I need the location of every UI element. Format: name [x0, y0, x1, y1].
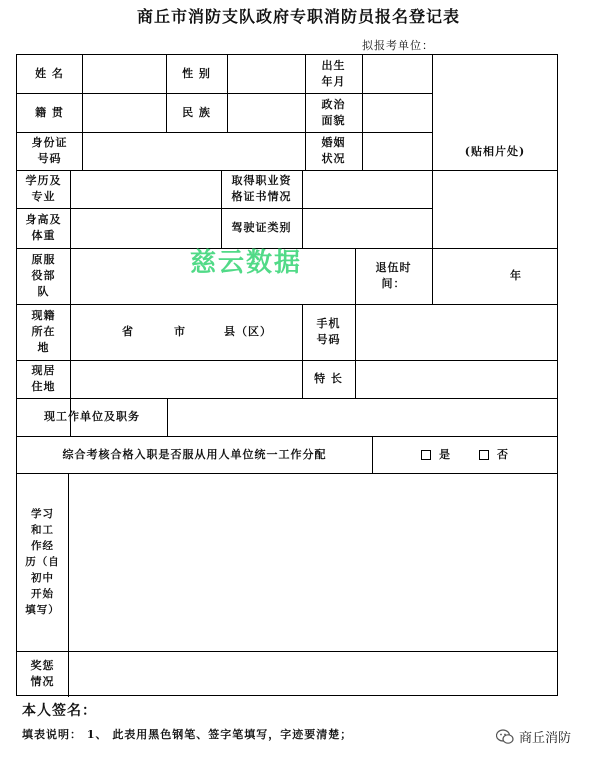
fill-instructions: 填表说明： 1、 此表用黑色钢笔、签字笔填写，字迹要清楚； [22, 728, 353, 741]
id-label: 身份证 号码 [31, 136, 68, 165]
name-field[interactable] [82, 55, 166, 93]
obey-options [372, 436, 558, 473]
residence-field[interactable] [70, 304, 302, 360]
wechat-icon [496, 729, 514, 745]
residence-label: 现籍 所在 地 [31, 309, 56, 354]
history-field[interactable] [68, 473, 558, 651]
mobile-label: 手机 号码 [316, 317, 341, 346]
native-label: 籍 贯 [35, 105, 64, 119]
ethnic-label: 民 族 [182, 105, 211, 119]
no-label: 否 [497, 447, 509, 461]
obey-assignment-label: 综合考核合格入职是否服从用人单位统一工作分配 [62, 447, 327, 461]
form-title: 商丘市消防支队政府专职消防员报名登记表 [136, 7, 460, 26]
qualification-field[interactable] [302, 170, 432, 208]
specialty-field[interactable] [355, 360, 558, 398]
yes-label: 是 [439, 447, 451, 461]
history-label: 学习 和工 作经 历（自 初中 开始 填写） [25, 508, 60, 616]
political-field[interactable] [362, 93, 432, 132]
name-label: 姓 名 [35, 67, 64, 80]
address-field[interactable] [70, 360, 302, 398]
license-field[interactable] [302, 208, 432, 248]
gender-field[interactable] [227, 55, 305, 93]
specialty-label: 特 长 [314, 372, 343, 385]
gender-label: 性 别 [182, 67, 211, 80]
work-unit-field[interactable] [167, 398, 558, 436]
education-label: 学历及 专业 [25, 174, 62, 203]
city-label: 市 [174, 325, 186, 338]
license-label: 驾驶证类别 [231, 221, 292, 234]
brand-mark [496, 727, 571, 746]
province-label: 省 [122, 325, 134, 338]
signature-label: 本人签名： [22, 703, 97, 719]
marital-field[interactable] [362, 132, 432, 170]
registration-form [16, 54, 558, 696]
education-field[interactable] [70, 170, 221, 208]
qualification-label: 取得职业资 格证书情况 [231, 174, 292, 203]
birth-field[interactable] [362, 55, 432, 93]
retire-year-field[interactable]: 年 [510, 269, 522, 282]
retire-time-label: 退伍时 间： [375, 261, 412, 290]
brand-name: 商丘消防 [519, 731, 572, 746]
birth-label: 出生 年月 [321, 59, 346, 88]
work-unit-label: 现工作单位及职务 [44, 410, 140, 423]
watermark: 慈云数据 [190, 248, 303, 278]
native-field[interactable] [82, 93, 166, 132]
marital-label: 婚姻 状况 [321, 136, 346, 165]
no-checkbox[interactable] [479, 447, 509, 463]
id-field[interactable] [82, 132, 305, 170]
address-label: 现居 住地 [31, 364, 56, 393]
rewards-field[interactable] [68, 651, 558, 696]
mobile-field[interactable] [355, 304, 558, 360]
yes-checkbox[interactable] [421, 447, 451, 463]
political-label: 政治 面貌 [321, 97, 346, 127]
rewards-label: 奖惩 情况 [30, 658, 55, 688]
county-label: 县（区） [224, 325, 272, 338]
ethnic-field[interactable] [227, 93, 305, 132]
former-unit-label: 原服 役部 队 [31, 253, 56, 298]
photo-placeholder[interactable]: (贴相片处) [464, 144, 526, 158]
height-label: 身高及 体重 [25, 213, 62, 242]
applied-unit-label: 拟报考单位： [362, 39, 434, 52]
